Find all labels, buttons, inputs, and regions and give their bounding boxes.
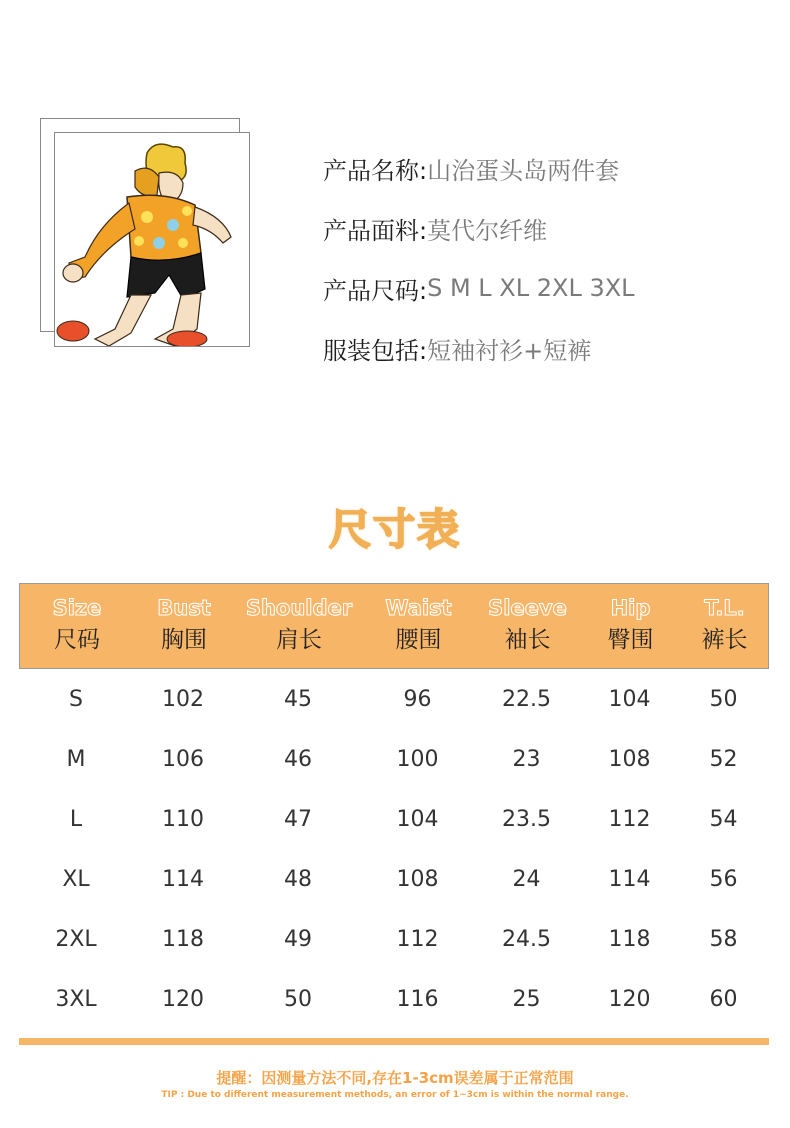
table-cell: 110: [162, 806, 204, 832]
size-chart-table: [19, 583, 769, 1029]
character-figure-image: [55, 133, 249, 346]
header-zh: 腰围: [395, 627, 442, 653]
info-label: 产品名称:: [323, 156, 428, 185]
table-cell: 24.5: [502, 926, 551, 952]
table-cell: 114: [162, 866, 204, 892]
header-en: T.L.: [704, 596, 745, 620]
table-cell: 108: [396, 866, 439, 892]
header-en: Bust: [157, 596, 211, 620]
table-cell: 108: [608, 746, 651, 772]
table-cell: 118: [608, 926, 651, 952]
table-cell: 118: [162, 926, 204, 952]
table-cell: 56: [709, 866, 738, 892]
table-body: [19, 669, 769, 1029]
divider-line: [19, 1038, 769, 1045]
info-value: 莫代尔纤维: [427, 216, 548, 245]
header-zh: 裤长: [701, 627, 748, 653]
header-zh: 袖长: [504, 627, 551, 653]
table-cell: 52: [709, 746, 738, 772]
table-cell: 116: [396, 986, 439, 1012]
table-cell: 114: [608, 866, 651, 892]
header-zh: 臀围: [607, 627, 654, 653]
header-zh: 尺码: [54, 627, 100, 653]
table-cell: XL: [62, 866, 90, 892]
table-cell: L: [69, 806, 83, 832]
table-cell: 23.5: [502, 806, 551, 832]
table-cell: 112: [396, 926, 439, 952]
info-value: 短袖衬衫+短裤: [427, 336, 592, 365]
header-en: Size: [52, 596, 102, 620]
info-label: 产品尺码:: [323, 276, 428, 305]
table-cell: 46: [284, 746, 312, 772]
table-cell: 49: [284, 926, 312, 952]
table-cell: 50: [284, 986, 312, 1012]
product-info: [323, 138, 635, 378]
info-row-sizes: [323, 258, 635, 318]
table-cell: 48: [284, 866, 312, 892]
table-cell: 50: [709, 686, 738, 712]
info-label: 服装包括:: [323, 336, 428, 365]
table-cell: M: [66, 746, 86, 772]
header-cell-sleeve: [473, 584, 582, 668]
table-cell: 2XL: [55, 926, 97, 952]
header-en: Waist: [385, 596, 452, 620]
header-en: Sleeve: [488, 596, 567, 620]
table-cell: 104: [396, 806, 439, 832]
info-value: S M L XL 2XL 3XL: [427, 274, 635, 302]
table-cell: S: [69, 686, 83, 712]
info-row-contents: [323, 318, 635, 378]
header-cell-hip: [582, 584, 679, 668]
table-cell: 100: [396, 746, 439, 772]
header-en: Shoulder: [245, 596, 353, 620]
table-cell: 54: [709, 806, 738, 832]
product-illustration: [54, 132, 250, 347]
table-cell: 96: [403, 686, 432, 712]
tip-chinese: 提醒：因测量方法不同,存在1-3cm误差属于正常范围: [216, 1069, 574, 1087]
table-cell: 3XL: [55, 986, 97, 1012]
info-row-name: [323, 138, 635, 198]
table-cell: 120: [162, 986, 204, 1012]
header-cell-size: [20, 584, 134, 668]
table-cell: 102: [162, 686, 204, 712]
header-zh: 胸围: [161, 627, 207, 653]
info-value: 山治蛋头岛两件套: [427, 156, 620, 185]
info-label: 产品面料:: [323, 216, 428, 245]
table-cell: 58: [709, 926, 738, 952]
header-cell-length: [679, 584, 770, 668]
tip-english: TIP : Due to different measurement methods, an error of 1~3cm is within the normal range.: [161, 1090, 629, 1100]
table-cell: 104: [608, 686, 651, 712]
header-en: Hip: [610, 596, 651, 620]
table-cell: 25: [512, 986, 541, 1012]
table-cell: 23: [512, 746, 541, 772]
header-cell-bust: [134, 584, 234, 668]
table-cell: 106: [162, 746, 204, 772]
table-cell: 47: [284, 806, 312, 832]
info-row-fabric: [323, 198, 635, 258]
table-cell: 24: [512, 866, 541, 892]
header-cell-shoulder: [234, 584, 364, 668]
table-cell: 112: [608, 806, 651, 832]
table-cell: 60: [709, 986, 738, 1012]
table-cell: 45: [284, 686, 312, 712]
table-cell: 120: [608, 986, 651, 1012]
table-header: [19, 583, 769, 669]
table-cell: 22.5: [502, 686, 551, 712]
header-zh: 肩长: [276, 627, 322, 653]
size-chart-title: 尺寸表: [328, 505, 461, 554]
header-cell-waist: [364, 584, 473, 668]
